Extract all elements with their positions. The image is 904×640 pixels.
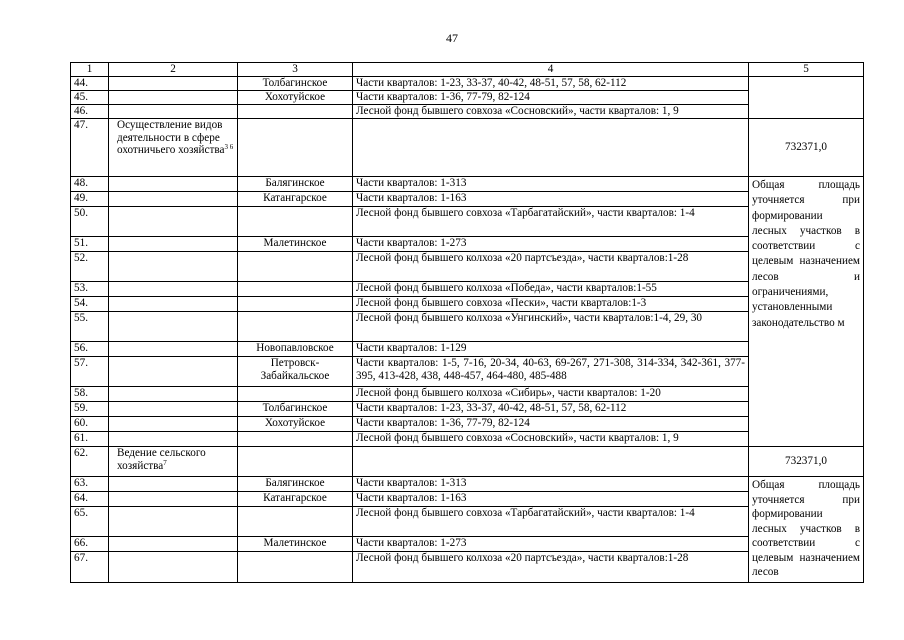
row-number: 66. [71,537,109,552]
quarters-text: Части кварталов: 1-129 [353,342,749,357]
quarters-text: Части кварталов: 1-163 [353,192,749,207]
header-cell-3: 3 [238,63,353,77]
table-row [71,297,864,312]
forestry-name [238,312,353,342]
forestry-name: Малетинское [238,237,353,252]
quarters-text [353,447,749,477]
area-note: Общая площадь уточняется при формировании лесных участков в соответствии с целевым назначением лесов и ограничениями, установленными законодательство м [752,179,860,329]
activity-cell [109,432,238,447]
activity-cell [109,417,238,432]
forestry-name: Балягинское [238,477,353,492]
quarters-text: Лесной фонд бывшего совхоза «Пески», части кварталов:1-3 [353,297,749,312]
quarters-text: Лесной фонд бывшего совхоза «Сосновский», части кварталов: 1, 9 [353,432,749,447]
table-row [71,237,864,252]
table-row [71,552,864,583]
table-row [71,402,864,417]
forestry-name [238,447,353,477]
activity-cell [109,91,238,105]
forestry-name: Малетинское [238,537,353,552]
table-row [71,507,864,537]
row-number: 51. [71,237,109,252]
quarters-text: Лесной фонд бывшего колхоза «20 партсъезда», части кварталов:1-28 [353,552,749,583]
table-row [71,342,864,357]
row-number: 58. [71,387,109,402]
forestry-name [238,105,353,119]
row-number: 65. [71,507,109,537]
forest-areas-table [70,62,864,583]
activity-name: Ведение сельского хозяйства [117,447,206,472]
area-value: 732371,0 [749,119,864,177]
table-row [71,477,864,492]
row-number: 48. [71,177,109,192]
activity-cell [109,192,238,207]
header-cell-5: 5 [749,63,864,77]
quarters-text: Части кварталов: 1-313 [353,177,749,192]
forestry-name [238,207,353,237]
page-number: 47 [446,31,458,45]
table-row [71,91,864,105]
table-row [71,417,864,432]
quarters-text [353,119,749,177]
row-number: 67. [71,552,109,583]
quarters-text: Лесной фонд бывшего колхоза «Сибирь», части кварталов: 1-20 [353,387,749,402]
row-number: 62. [71,447,109,477]
row-number: 55. [71,312,109,342]
forestry-name: Катангарское [238,492,353,507]
row-number: 52. [71,252,109,282]
row-number: 44. [71,77,109,91]
activity-cell [109,357,238,387]
quarters-text: Лесной фонд бывшего совхоза «Сосновский», части кварталов: 1, 9 [353,105,749,119]
quarters-text: Части кварталов: 1-273 [353,237,749,252]
forestry-name [238,552,353,583]
header-row [71,63,864,77]
header-cell-4: 4 [353,63,749,77]
activity-cell [109,537,238,552]
row-number: 60. [71,417,109,432]
forestry-name: Новопавловское [238,342,353,357]
forestry-name [238,282,353,297]
table-row [71,357,864,387]
activity-cell [109,507,238,537]
activity-cell [109,252,238,282]
row-number: 61. [71,432,109,447]
forestry-name [238,387,353,402]
table-row [71,387,864,402]
activity-cell [109,105,238,119]
quarters-text: Лесной фонд бывшего колхоза «Унгинский», части кварталов:1-4, 29, 30 [353,312,749,342]
footnote-marker: 7 [163,458,167,467]
quarters-text: Лесной фонд бывшего колхоза «20 партсъезда», части кварталов:1-28 [353,252,749,282]
row-number: 53. [71,282,109,297]
activity-cell [109,447,238,477]
row-number: 46. [71,105,109,119]
table-row [71,207,864,237]
activity-cell [109,282,238,297]
area-note-cell [749,177,864,447]
activity-cell [109,492,238,507]
header-cell-1: 1 [71,63,109,77]
quarters-text: Части кварталов: 1-23, 33-37, 40-42, 48-51, 57, 58, 62-112 [353,77,749,91]
row-number: 49. [71,192,109,207]
forestry-name [238,507,353,537]
forestry-name [238,432,353,447]
table-row [71,177,864,192]
forestry-name: Петровск-Забайкальское [238,357,353,387]
header-cell-2: 2 [109,63,238,77]
activity-cell [109,119,238,177]
activity-cell [109,297,238,312]
activity-cell [109,552,238,583]
table-row [71,492,864,507]
forestry-name: Катангарское [238,192,353,207]
quarters-text: Части кварталов: 1-23, 33-37, 40-42, 48-51, 57, 58, 62-112 [353,402,749,417]
forestry-name: Балягинское [238,177,353,192]
quarters-text: Лесной фонд бывшего совхоза «Тарбагатайский», части кварталов: 1-4 [353,507,749,537]
row-number: 50. [71,207,109,237]
area-note-cell [749,477,864,583]
forestry-name [238,119,353,177]
area-cell [749,77,864,119]
quarters-text: Части кварталов: 1-5, 7-16, 20-34, 40-63, 69-267, 271-308, 314-334, 342-361, 377-395, 413-428, 438, 448-457, 464-480, 485-488 [353,357,749,387]
table-row [71,252,864,282]
row-number: 47. [71,119,109,177]
forestry-name [238,297,353,312]
quarters-text: Части кварталов: 1-163 [353,492,749,507]
quarters-text: Части кварталов: 1-36, 77-79, 82-124 [353,417,749,432]
activity-cell [109,387,238,402]
forestry-name: Хохотуйское [238,91,353,105]
activity-cell [109,312,238,342]
activity-cell [109,342,238,357]
table-row [71,119,864,177]
activity-cell [109,207,238,237]
activity-cell [109,477,238,492]
activity-cell [109,237,238,252]
row-number: 56. [71,342,109,357]
table-row [71,192,864,207]
row-number: 45. [71,91,109,105]
quarters-text: Лесной фонд бывшего колхоза «Победа», части кварталов:1-55 [353,282,749,297]
table-row [71,447,864,477]
activity-cell [109,402,238,417]
quarters-text: Части кварталов: 1-36, 77-79, 82-124 [353,91,749,105]
forestry-name: Хохотуйское [238,417,353,432]
row-number: 54. [71,297,109,312]
area-note: Общая площадь уточняется при формировании лесных участков в соответствии с целевым назначением лесов [752,479,860,578]
row-number: 63. [71,477,109,492]
table-row [71,282,864,297]
table-row [71,105,864,119]
quarters-text: Части кварталов: 1-313 [353,477,749,492]
table-row [71,537,864,552]
quarters-text: Лесной фонд бывшего совхоза «Тарбагатайский», части кварталов: 1-4 [353,207,749,237]
footnote-marker: 3 6 [224,143,234,152]
area-value: 732371,0 [749,447,864,477]
table-row [71,432,864,447]
row-number: 59. [71,402,109,417]
row-number: 57. [71,357,109,387]
forestry-name [238,252,353,282]
table-row [71,77,864,91]
row-number: 64. [71,492,109,507]
activity-cell [109,177,238,192]
forestry-name: Толбагинское [238,77,353,91]
activity-name: Осуществление видов деятельности в сфере охотничьего хозяйства [117,119,225,157]
activity-cell [109,77,238,91]
table-row [71,312,864,342]
forestry-name: Толбагинское [238,402,353,417]
quarters-text: Части кварталов: 1-273 [353,537,749,552]
